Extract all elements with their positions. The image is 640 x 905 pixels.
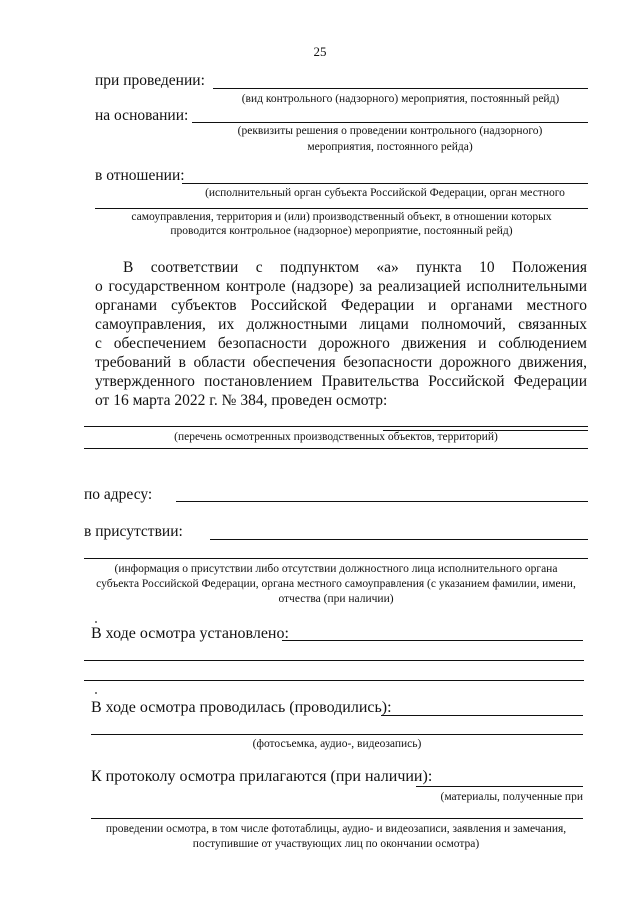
regarding-field-line-2[interactable] <box>95 208 588 209</box>
presence-field[interactable] <box>210 539 588 540</box>
attachments-caption-2: проведении осмотра, в том числе фототаблицы, аудио- и видеозаписи, заявления и замечания, <box>105 823 567 835</box>
paragraph-last-line: от 16 марта 2022 г. № 384, проведен осмотр: <box>95 392 388 409</box>
attachments-caption-3: поступившие от участвующих лиц по окончании осмотра) <box>192 838 480 850</box>
presence-label: в присутствии: <box>84 523 183 540</box>
paragraph-line: утвержденного постановлением Правительства Российской Федерации <box>95 373 587 390</box>
attachments-label: К протоколу осмотра прилагаются (при наличии): <box>91 768 433 785</box>
presence-caption-2: субъекта Российской Федерации, органа местного самоуправления (с указанием фамилии, имени, <box>96 578 576 590</box>
regarding-caption-3: проводится контрольное (надзорное) мероприятие, постоянный рейд) <box>170 225 513 237</box>
inspection-caption: (перечень осмотренных производственных объектов, территорий) <box>174 431 498 443</box>
address-field[interactable] <box>176 501 588 502</box>
regarding-field[interactable] <box>182 183 588 184</box>
inspection-field-line-3[interactable] <box>84 448 588 449</box>
scan-mark <box>95 621 97 623</box>
established-label: В ходе осмотра установлено: <box>91 625 289 642</box>
paragraph-line: с обеспечением безопасности дорожного движения и соблюдением <box>95 335 587 352</box>
presence-caption-1: (информация о присутствии либо отсутствии должностного лица исполнительного органа <box>114 563 558 575</box>
basis-field[interactable] <box>192 122 588 123</box>
basis-caption-2: мероприятия, постоянного рейда) <box>307 141 473 153</box>
attachments-caption-1: (материалы, полученные при <box>440 791 583 803</box>
conducted-field-line-2[interactable] <box>91 734 583 735</box>
paragraph-line: о государственном контроле (надзоре) за реализацией исполнительными <box>95 278 587 295</box>
paragraph-line: В соответствии с подпунктом «а» пункта 10 Положения <box>123 259 587 276</box>
regarding-label: в отношении: <box>95 167 185 184</box>
conducted-field[interactable] <box>381 715 583 716</box>
conducting-field[interactable] <box>213 88 588 89</box>
established-field-line-2[interactable] <box>84 660 584 661</box>
conducted-label: В ходе осмотра проводилась (проводились): <box>91 699 392 716</box>
paragraph-line: самоуправления, их должностными лицами полномочий, связанных <box>95 316 587 333</box>
legal-basis-paragraph <box>95 258 587 410</box>
established-field-line-3[interactable] <box>84 680 584 681</box>
presence-field-line-2[interactable] <box>84 558 588 559</box>
page-number: 25 <box>313 44 327 59</box>
attachments-field-line-2[interactable] <box>91 818 583 819</box>
paragraph-line: требований в области обеспечения безопасности дорожного движения, <box>95 354 587 371</box>
established-field[interactable] <box>282 640 583 641</box>
conducted-caption: (фотосъемка, аудио-, видеозапись) <box>252 738 422 750</box>
regarding-caption-2: самоуправления, территория и (или) производственный объект, в отношении которых <box>131 211 552 223</box>
presence-caption-3: отчества (при наличии) <box>278 593 394 605</box>
scan-mark <box>95 692 97 694</box>
regarding-caption-1: (исполнительный орган субъекта Российской Федерации, орган местного <box>205 187 565 199</box>
address-label: по адресу: <box>84 486 153 503</box>
basis-label: на основании: <box>95 107 189 124</box>
basis-caption-1: (реквизиты решения о проведении контрольного (надзорного) <box>237 125 543 137</box>
conducting-caption: (вид контрольного (надзорного) мероприятия, постоянный рейд) <box>241 93 560 105</box>
paragraph-line: органами субъектов Российской Федерации и органами местного <box>95 297 587 314</box>
attachments-field[interactable] <box>416 786 583 787</box>
conducting-label: при проведении: <box>95 72 205 89</box>
inspection-field-line-2[interactable] <box>84 426 588 427</box>
